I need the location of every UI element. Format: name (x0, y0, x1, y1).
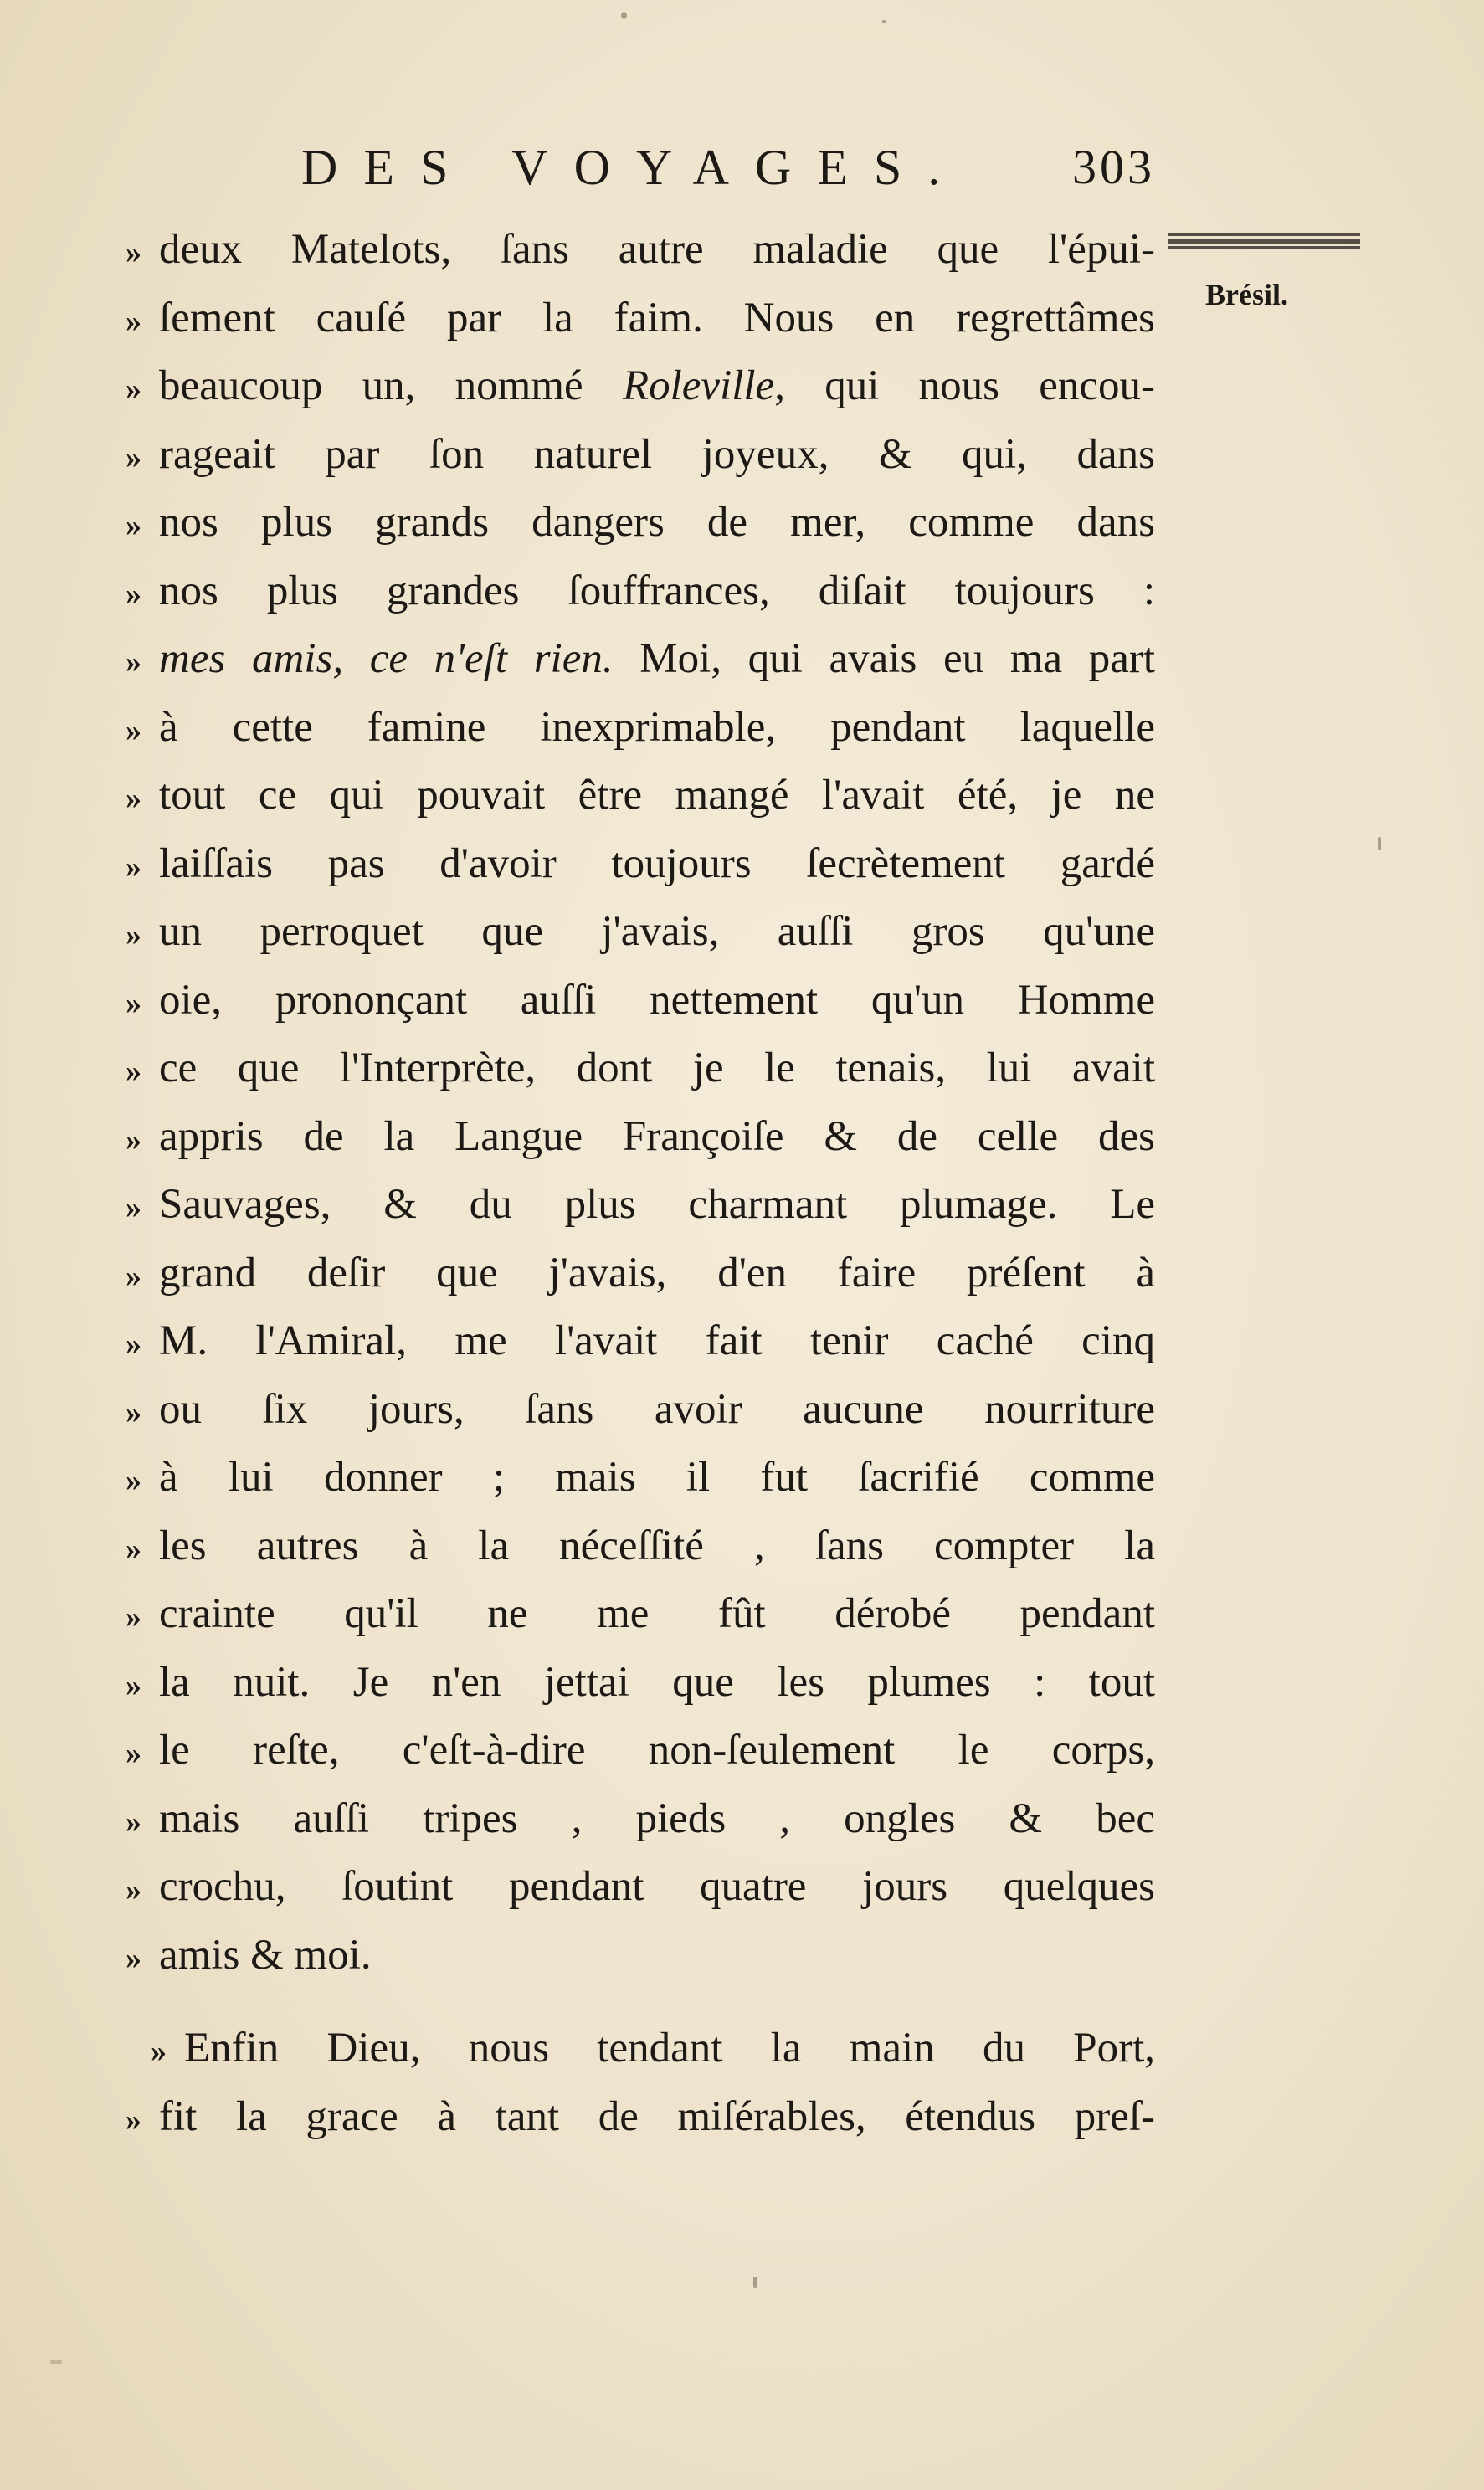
text-line (126, 898, 1155, 967)
line-text (159, 1240, 1155, 1308)
text-line (126, 1512, 1155, 1581)
line-text (159, 285, 1155, 353)
text-segment: appris de la Langue Françoiſe & de celle des (159, 1112, 1155, 1160)
text-line (126, 762, 1155, 830)
line-text (159, 216, 1155, 285)
text-segment: un perroquet que j'avais, auſſi gros qu'une (159, 908, 1155, 955)
text-segment: le reſte, c'eſt-à-dire non-ſeulement le corps, (159, 1727, 1155, 1774)
guillemet-marker: » (126, 1940, 141, 1976)
guillemet-marker: » (126, 1327, 141, 1362)
line-text (159, 1512, 1155, 1581)
line-text (159, 489, 1155, 557)
line-text (159, 1649, 1155, 1717)
guillemet-marker: » (126, 1463, 141, 1498)
guillemet-marker: » (126, 1122, 141, 1158)
guillemet-marker: » (126, 985, 141, 1021)
guillemet-marker: » (126, 303, 141, 339)
guillemet-marker: » (126, 1599, 141, 1635)
page-header (301, 134, 1189, 201)
paragraph (126, 2015, 1155, 2151)
text-segment: laiſſais pas d'avoir toujours ſecrètement gardé (159, 839, 1155, 887)
line-text (159, 1171, 1155, 1240)
line-text (159, 557, 1155, 626)
text-line (126, 1444, 1155, 1512)
guillemet-marker: » (126, 712, 141, 748)
guillemet-marker: » (126, 439, 141, 475)
guillemet-marker: » (126, 1258, 141, 1294)
text-line (126, 1035, 1155, 1103)
guillemet-marker: » (126, 576, 141, 612)
line-text (159, 967, 1155, 1035)
text-line (126, 1307, 1155, 1376)
text-segment: fit la grace à tant de miſérables, étendus preſ- (159, 2092, 1155, 2140)
text-segment: oie, prononçant auſſi nettement qu'un Homme (159, 976, 1155, 1024)
text-segment: crochu, ſoutint pendant quatre jours quelques (159, 1863, 1155, 1910)
line-text (159, 1444, 1155, 1512)
line-text (159, 1853, 1155, 1922)
text-line (126, 1649, 1155, 1717)
page-number: 303 (1072, 140, 1155, 194)
guillemet-marker: » (126, 1394, 141, 1430)
text-segment: ce que l'Interprète, dont je le tenais, lui avait (159, 1045, 1155, 1091)
paper-speck (621, 12, 627, 19)
text-segment: à lui donner ; mais il fut ſacrifié comme (159, 1454, 1155, 1501)
guillemet-marker: » (126, 235, 141, 270)
line-text (159, 1035, 1155, 1103)
line-text (159, 1717, 1155, 1785)
guillemet-marker: » (126, 1531, 141, 1567)
margin-note: Brésil. (1205, 278, 1288, 311)
guillemet-marker: » (151, 2034, 167, 2069)
line-text (159, 1580, 1155, 1649)
text-segment: nos plus grands dangers de mer, comme dans (159, 499, 1155, 546)
italic-segment: Roleville (622, 362, 775, 409)
line-text (159, 1307, 1155, 1376)
text-segment: deux Matelots, ſans autre maladie que l'épui- (159, 226, 1155, 273)
paper-speck (1378, 837, 1381, 850)
line-text (159, 830, 1155, 899)
line-text (159, 352, 1155, 421)
guillemet-marker: » (126, 1736, 141, 1771)
text-segment: amis & moi. (159, 1931, 372, 1979)
text-line (126, 625, 1155, 694)
guillemet-marker: » (126, 917, 141, 952)
text-segment: nos plus grandes ſouffrances, diſait toujours : (159, 567, 1155, 614)
line-text (159, 694, 1155, 762)
line-text (159, 898, 1155, 967)
line-text (159, 421, 1155, 490)
text-segment: beaucoup un, nommé (159, 362, 623, 409)
text-segment: grand deſir que j'avais, d'en faire préſent à (159, 1249, 1155, 1296)
margin-ornament-rule (1168, 233, 1360, 249)
paragraph-gap (126, 1989, 1155, 2015)
body-text (126, 216, 1155, 2151)
text-line (126, 285, 1155, 353)
text-line (126, 1785, 1155, 1854)
text-line (126, 1580, 1155, 1649)
text-segment: rageait par ſon naturel joyeux, & qui, dans (159, 430, 1155, 478)
text-segment: mais auſſi tripes , pieds , ongles & bec (159, 1794, 1155, 1842)
text-line (126, 1853, 1155, 1922)
text-line (126, 2015, 1155, 2083)
italic-segment: mes amis, ce n'eſt rien. (159, 635, 614, 682)
guillemet-marker: » (126, 1054, 141, 1089)
text-segment: crainte qu'il ne me fût dérobé pendant (159, 1590, 1155, 1637)
text-segment: ou ſix jours, ſans avoir aucune nourriture (159, 1385, 1155, 1433)
text-segment: ſement cauſé par la faim. Nous en regrettâmes (159, 294, 1155, 341)
guillemet-marker: » (126, 2102, 141, 2138)
paper-speck (882, 20, 886, 23)
text-line (126, 1240, 1155, 1308)
text-line (126, 1103, 1155, 1172)
guillemet-marker: » (126, 508, 141, 543)
text-segment: Enfin Dieu, nous tendant la main du Port, (184, 2025, 1155, 2072)
text-line (126, 2083, 1155, 2152)
guillemet-marker: » (126, 1872, 141, 1907)
text-segment: à cette famine inexprimable, pendant laquelle (159, 703, 1155, 751)
running-title: DES VOYAGES. (301, 140, 967, 195)
text-line (126, 557, 1155, 626)
text-line (126, 1922, 1155, 1990)
guillemet-marker: » (126, 1190, 141, 1225)
text-segment: Moi, qui avais eu ma part (613, 635, 1155, 682)
paper-speck (50, 2360, 62, 2364)
text-line (126, 830, 1155, 899)
line-text (159, 2083, 1155, 2152)
line-text (159, 1376, 1155, 1445)
line-text (159, 1922, 1155, 1990)
text-line (126, 352, 1155, 421)
guillemet-marker: » (126, 1804, 141, 1840)
line-text (184, 2015, 1155, 2083)
text-line (126, 489, 1155, 557)
text-segment: la nuit. Je n'en jettai que les plumes : tout (159, 1658, 1155, 1706)
text-line (126, 1171, 1155, 1240)
text-line (126, 421, 1155, 490)
paper-speck (753, 2277, 757, 2288)
line-text (159, 1103, 1155, 1172)
line-text (159, 762, 1155, 830)
text-segment: , qui nous encou- (774, 362, 1155, 409)
guillemet-marker: » (126, 372, 141, 407)
text-segment: tout ce qui pouvait être mangé l'avait été, je ne (159, 772, 1155, 819)
text-line (126, 967, 1155, 1035)
guillemet-marker: » (126, 1667, 141, 1703)
text-line (126, 1376, 1155, 1445)
text-segment: les autres à la néceſſité , ſans compter la (159, 1522, 1155, 1569)
guillemet-marker: » (126, 849, 141, 885)
guillemet-marker: » (126, 644, 141, 680)
text-segment: M. l'Amiral, me l'avait fait tenir caché cinq (159, 1317, 1155, 1364)
text-line (126, 216, 1155, 285)
guillemet-marker: » (126, 781, 141, 816)
line-text (159, 1785, 1155, 1854)
text-line (126, 1717, 1155, 1785)
paragraph (126, 216, 1155, 1989)
text-line (126, 694, 1155, 762)
text-segment: Sauvages, & du plus charmant plumage. Le (159, 1181, 1155, 1228)
line-text (159, 625, 1155, 694)
